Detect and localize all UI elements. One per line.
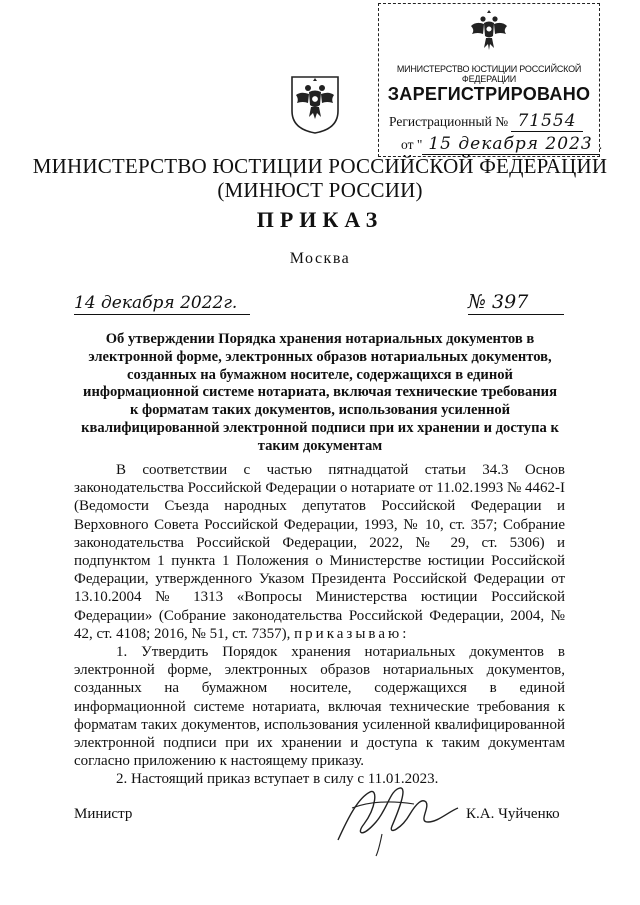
paragraph-preamble bbox=[74, 461, 565, 643]
stamp-reg-number: 71554 bbox=[511, 111, 582, 132]
stamp-date-value: 15 декабря 2023 bbox=[422, 134, 598, 155]
city: Москва bbox=[289, 250, 351, 267]
handwritten-signature bbox=[318, 778, 468, 858]
order-date: 14 декабря 2022г. bbox=[74, 293, 250, 315]
stamp-reg-label: Регистрационный № bbox=[389, 114, 509, 129]
ministry-name: МИНИСТЕРСТВО ЮСТИЦИИ РОССИЙСКОЙ ФЕДЕРАЦИИ bbox=[32, 154, 608, 178]
paragraph-item-2: 2. Настоящий приказ вступает в силу с 11.01.2023. bbox=[116, 771, 439, 788]
stamp-registration-number-row bbox=[389, 111, 583, 131]
preamble-end: : bbox=[402, 625, 407, 642]
stamp-date-row bbox=[401, 134, 602, 154]
registration-stamp bbox=[378, 3, 603, 157]
order-body bbox=[74, 461, 565, 789]
signatory-name: К.А. Чуйченко bbox=[466, 806, 560, 822]
ministry-short-name: (МИНЮСТ РОССИИ) bbox=[217, 178, 423, 202]
stamp-registered-label: ЗАРЕГИСТРИРОВАНО bbox=[387, 84, 591, 104]
ministry-header bbox=[0, 154, 640, 202]
order-word: приказываю bbox=[294, 625, 403, 642]
document-type-title: ПРИКАЗ bbox=[256, 207, 384, 232]
preamble-text: В соответствии с частью пятнадцатой статьи 34.3 Основ законодательства Российской Федерации о нотариате от 11.02.1993 № 4462-I (Ведомости Съезда народных депутатов Российской Федерации и Верховного Совета Российской Федерации, 1993, № 10, ст. 357; Собрание законодательства Российской Федерации, 2022, № 29, ст. 5306) и подпунктом 1 пункта 1 Положения о Министерстве юстиции Российской Федерации, утвержденного Указом Президента Российской Федерации от 13.10.2004 № 1313 «Вопросы Министерства юстиции Российской Федерации» (Собрание законодательства Российской Федерации, 2004, № 42, ст. 4108; 2016, № 51, ст. 7357), bbox=[74, 462, 566, 642]
coat-of-arms-emblem bbox=[289, 73, 341, 135]
signatory-position: Министр bbox=[74, 806, 133, 822]
paragraph-item-1: 1. Утвердить Порядок хранения нотариальных документов в электронной форме, электронных образов нотариальных документов, созданных на бумажном носителе, содержащихся в единой информационной системе нотариата, включая технические требования к форматам таких документов, использования усиленной квалифицированной электронной подписи при их хранении и доступа к таким документам согласно приложению к настоящему приказу. bbox=[74, 644, 565, 770]
stamp-emblem-icon bbox=[469, 10, 509, 58]
stamp-ministry-name: МИНИСТЕРСТВО ЮСТИЦИИ РОССИЙСКОЙ ФЕДЕРАЦИИ bbox=[396, 64, 582, 84]
order-number: № 397 bbox=[468, 291, 564, 315]
stamp-date-prefix: от " bbox=[401, 137, 423, 152]
stamp-date-suffix: . bbox=[598, 137, 603, 152]
order-title: Об утверждении Порядка хранения нотариальных документов в электронной форме, электронных образов нотариальных документов, созданных на бумажном носителе, содержащихся в единой информационной системе нотариата, включая технические требования к форматам таких документов, использования усиленной квалифицированной электронной подписи при их хранении и доступа к таким документам bbox=[81, 331, 559, 454]
